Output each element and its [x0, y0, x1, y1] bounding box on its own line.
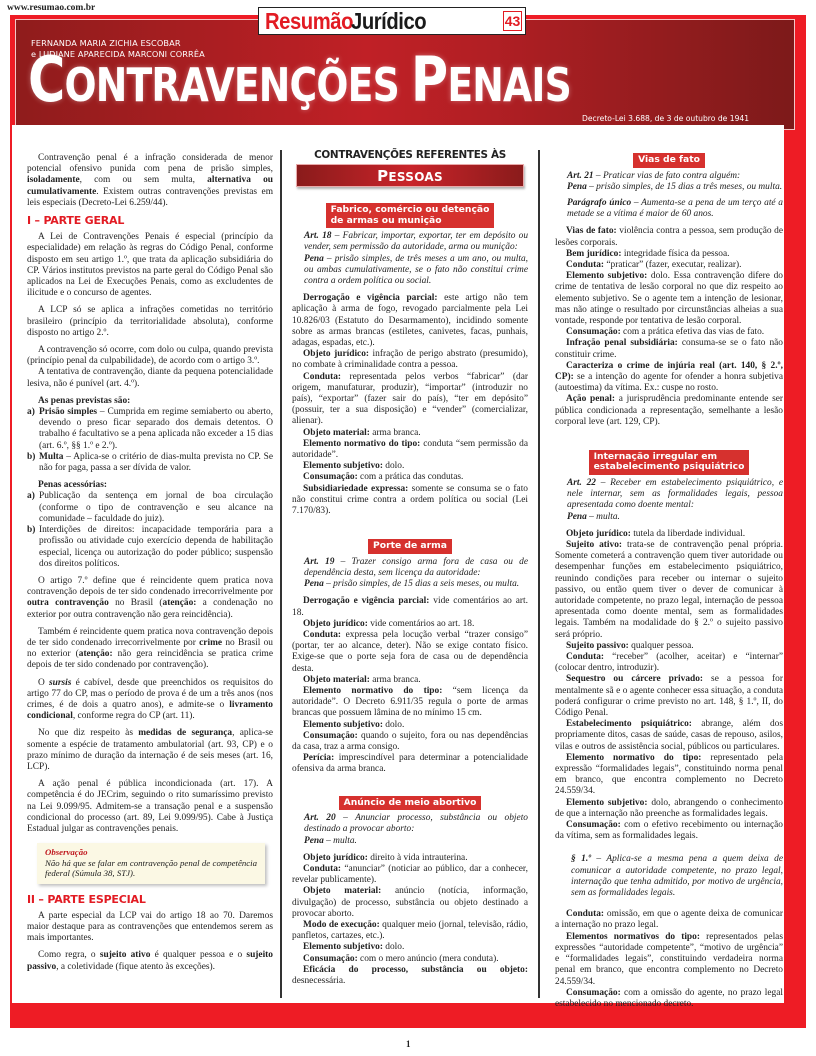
- definition-item: [555, 932, 783, 988]
- definition-term: Elementos normativos do tipo:: [566, 931, 700, 942]
- definition-text: consuma-se se o fato não constituir crime.: [555, 338, 783, 360]
- definition-item: [292, 720, 528, 731]
- definition-text: anúncio (notícia, informação, divulgação) de processo, substância ou objeto destinado a provocar aborto.: [292, 886, 528, 919]
- definition-text: representados pelas expressões “autoridade competente”, “motivo de urgência” e “formalidades legais”, constituindo verdadeira norma penal em branco, que encontra complemento no Decreto 24.559/34.: [555, 931, 783, 987]
- observation-text: Não há que se falar em contravenção penal de competência federal (Súmula 38, STJ).: [45, 857, 257, 879]
- definition-item: [292, 942, 528, 953]
- definition-text: abrange, além dos propriamente ditos, casas de saúde, casas de repouso, asilos, vilas e outros de assistência social, públicos ou particulares.: [555, 719, 783, 752]
- article-20-definitions: [292, 853, 528, 987]
- brand-name-black: Jurídico: [351, 7, 427, 34]
- article-tag-wrap: [292, 539, 528, 554]
- article-paragraph: § 1.º – Aplica-se a mesma pena a quem deixa de comunicar a autoridade competente, no prazo legal, internação que tenha admitido, por motivo de urgência, sem as formalidades legais.: [571, 854, 784, 899]
- definition-text: arma branca.: [369, 674, 421, 685]
- definition-text: este artigo não tem aplicação à arma de fogo, revogado parcialmente pela Lei 10.826/03 (Estatuto do Desarmamento), incidindo somente sobre as armas brancas (estiletes, canivetes, facas, punhais, adagas, espadas, etc.).: [292, 293, 528, 349]
- definition-text: omissão, em que o agente deixa de comunicar a internação no prazo legal.: [555, 909, 783, 931]
- definition-item: [292, 596, 528, 618]
- article-18-definitions: [292, 293, 528, 517]
- definition-text: arma branca.: [369, 427, 421, 438]
- paragraph: A ação penal é pública incondicionada (art. 17). A competência é do JECrim, seguindo o rito sumaríssimo previsto na Lei 9.099/95. Admitem-se a transação penal e a suspensão condicional do processo (art. 89, Lei 9.099/95). Cabe à Justiça Estadual julgar as contravenções penais.: [27, 779, 273, 834]
- definition-text: integridade física da pessoa.: [621, 248, 730, 259]
- definition-item: [292, 630, 528, 675]
- definition-term: Conduta:: [566, 652, 605, 663]
- paragraph: O sursis é cabível, desde que preenchidos os requisitos do artigo 77 do CP, mas o período de prova é de um a três anos (nos crimes, é de dois a quatro anos), e admite-se o livramento condicional, conforme regra do CP (art. 11).: [27, 677, 273, 722]
- definition-item: [555, 271, 783, 327]
- definition-text: desnecessária.: [292, 975, 346, 986]
- definition-term: Consumação:: [303, 730, 358, 741]
- definition-text: somente se consuma se o fato não constitui crime contra a ordem política ou social (Lei 7.170/83).: [292, 483, 528, 517]
- definition-item: [292, 886, 528, 920]
- definition-item: [292, 853, 528, 864]
- definition-item: [555, 361, 783, 395]
- definition-text: dolo.: [382, 719, 405, 730]
- issue-number: 43: [504, 13, 521, 29]
- definition-item: [555, 641, 783, 652]
- definition-item: [555, 674, 783, 719]
- definition-term: Infração penal subsidiária:: [566, 338, 678, 349]
- brand-logo: [258, 7, 526, 35]
- column-divider: [538, 150, 540, 998]
- definition-term: Vias de fato:: [566, 226, 617, 237]
- article-text: Art. 21 – Praticar vias de fato contra alguém: Pena – prisão simples, de 15 dias a três meses, ou multa. Parágrafo único – Aumenta-se a pena de um terço até a metade se a vítima é maior de 60 anos.: [567, 170, 783, 220]
- definition-item: [292, 428, 528, 439]
- article-text: Art. 22 – Receber em estabelecimento psiquiátrico, e nele internar, sem as formalidades legais, pessoa apresentada como doente mental: Pena – multa.: [567, 477, 783, 522]
- subheading: Penas acessórias:: [38, 480, 107, 491]
- definition-text: com o efetivo recebimento ou internação da vítima, sem as formalidades legais.: [555, 820, 783, 842]
- column-divider: [280, 150, 282, 998]
- article-tag: Vias de fato: [633, 153, 705, 168]
- definition-item: [292, 472, 528, 483]
- definition-text: representada pelos verbos “fabricar” (dar origem, manufaturar, produzir), “importar” (introduzir no país), “exportar” (fazer sair do país), “ter em depósito” (possuir, ter a sua disposição) e “vender” (comercializar, alienar).: [292, 371, 528, 427]
- definition-text: “praticar” (fazer, executar, realizar).: [604, 259, 742, 270]
- section-heading: II – PARTE ESPECIAL: [27, 892, 146, 906]
- paragraph: A parte especial da LCP vai do artigo 18 ao 70. Daremos maior destaque para as contravenções que entendemos serem as mais importantes.: [27, 910, 273, 944]
- definition-text: imprescindível para determinar a potencialidade ofensiva da arma branca.: [292, 753, 528, 775]
- decree-subtitle: Decreto-Lei 3.688, de 3 de outubro de 1941: [582, 114, 750, 123]
- definition-item: [555, 327, 783, 338]
- definition-item: [292, 372, 528, 428]
- definition-term: Elemento subjetivo:: [303, 942, 383, 953]
- definition-item: [555, 798, 783, 820]
- paragraph: A contravenção só ocorre, com dolo ou culpa, quando prevista (princípio penal da culpabilidade), de acordo com o artigo 3.º.: [27, 345, 273, 367]
- article-22-definitions: [555, 529, 783, 843]
- paragraph: Também é reincidente quem pratica nova contravenção depois de ter sido condenado irrecorrivelmente por crime no Brasil ou no exterior (atenção: não gera reincidência se pratica crime depois de ter sido condenado por contravenção).: [27, 626, 273, 671]
- definition-item: [292, 439, 528, 461]
- article-text: Art. 18 – Fabricar, importar, exportar, ter em depósito ou vender, sem permissão da autoridade, arma ou munição: Pena – prisão simples, de três meses a um ano, ou multa, ou ambas cumulativamente, se o fato não constitui crime contra a ordem política ou social.: [304, 231, 529, 287]
- definition-text: com o mero anúncio (mera conduta).: [357, 953, 499, 964]
- column-3: [555, 150, 783, 1010]
- category-heading: CONTRAVENÇÕES REFERENTES ÀS: [314, 149, 506, 161]
- definition-item: [555, 249, 783, 260]
- definition-term: Eficácia do processo, substância ou objeto:: [303, 964, 528, 975]
- definition-text: “anunciar” (noticiar ao público, dar a conhecer, revelar publicamente).: [292, 863, 528, 886]
- definition-term: Perícia:: [303, 753, 335, 764]
- observation-title: Observação: [45, 847, 88, 858]
- definition-term: Elemento normativo do tipo:: [303, 686, 443, 697]
- definition-term: Subsidiariedade expressa:: [303, 483, 409, 494]
- article-tag: Fabrico, comércio ou detenção de armas ou munição: [326, 203, 495, 228]
- definition-text: qualquer meio (jornal, televisão, rádio, panfletos, cartazes, etc.).: [292, 919, 528, 942]
- definition-term: Sequestro ou cárcere privado:: [566, 674, 704, 685]
- definition-term: Objeto jurídico:: [303, 618, 368, 629]
- author-line: FERNANDA MARIA ZICHIA ESCOBAR: [31, 38, 181, 48]
- article-21-definitions: [555, 226, 783, 428]
- page-number: 1: [406, 1039, 411, 1049]
- definition-term: Objeto material:: [303, 886, 382, 897]
- definition-item: [292, 731, 528, 753]
- definition-item: [555, 394, 783, 428]
- definition-term: Objeto material:: [303, 674, 370, 685]
- definition-text: dolo.: [382, 461, 405, 472]
- title-initial: C: [28, 43, 65, 116]
- article-22-paragraph-definitions: [555, 909, 783, 1010]
- definition-item: [292, 965, 528, 987]
- article-tag: Porte de arma: [368, 539, 452, 554]
- list-item: a) Publicação da sentença em jornal de boa circulação (conforme o tipo de contravenção e seu alcance na comunidade – faculdade do juiz).: [27, 491, 273, 524]
- definition-text: vide comentários ao art. 18.: [292, 596, 528, 618]
- definition-item: [555, 652, 783, 674]
- definition-term: Objeto jurídico:: [303, 852, 368, 863]
- paragraph: O artigo 7.º define que é reincidente quem pratica nova contravenção depois de ter sido condenado irrecorrivelmente por outra contravenção no Brasil (atenção: a condenação no exterior por outra contravenção não gera reincidência).: [27, 575, 273, 620]
- definition-term: Estabelecimento psiquiátrico:: [566, 719, 692, 730]
- definition-term: Elemento normativo do tipo:: [566, 752, 702, 763]
- definition-text: se a pessoa for mentalmente sã e o agente conhecer essa situação, a conduta poderá configurar o crime previsto no art. 148, § 1.º, II, do Código Penal.: [555, 674, 783, 719]
- observation-box: [37, 843, 265, 884]
- subheading: As penas previstas são:: [38, 395, 131, 406]
- definition-text: dolo, abrangendo o conhecimento de que a internação não preenche as formalidades legais.: [555, 797, 783, 819]
- definition-term: Objeto material:: [303, 427, 370, 438]
- definition-item: [555, 529, 783, 540]
- definition-term: Bem jurídico:: [566, 248, 622, 259]
- definition-term: Conduta:: [303, 371, 342, 382]
- definition-term: Ação penal:: [566, 394, 616, 405]
- site-url: www.resumao.com.br: [7, 3, 96, 13]
- definition-item: [555, 226, 783, 248]
- definition-term: Sujeito ativo:: [566, 539, 623, 550]
- definition-term: Derrogação e vigência parcial:: [303, 596, 430, 607]
- definition-text: direito à vida intrauterina.: [367, 852, 468, 863]
- article-tag-wrap: [292, 796, 528, 811]
- definition-text: dolo. Essa contravenção difere do crime de tentativa de lesão corporal no que diz respeito ao elemento subjetivo. Se o agente tem a intenção de lesionar, mas não atinge o resultado por circunstâncias alheias a sua vontade, responde por tentativa de lesão corporal.: [555, 271, 783, 326]
- article-19-definitions: [292, 596, 528, 775]
- definition-term: Elemento subjetivo:: [303, 719, 383, 730]
- definition-term: Derrogação e vigência parcial:: [303, 293, 438, 304]
- definition-item: [555, 719, 783, 753]
- article-text: Art. 19 – Trazer consigo arma fora de casa ou de dependência desta, sem licença da autoridade: Pena – prisão simples, de 15 dias a seis meses, ou multa.: [304, 556, 528, 590]
- definition-text: a jurisprudência predominante entende ser pública condicionada a representação, semelhante a lesão corporal leve (art. 129, CP).: [555, 394, 783, 427]
- definition-item: [292, 686, 528, 720]
- paragraph: A LCP só se aplica a infrações cometidas no território brasileiro (princípio da territorialidade absoluta), conforme disposto no artigo 2.º.: [27, 305, 273, 338]
- brand-name-red: Resumão: [265, 7, 354, 34]
- definition-item: [555, 260, 783, 271]
- definition-text: quando o sujeito, fora ou nas dependências da casa, traz a arma consigo.: [292, 730, 528, 753]
- paragraph: No que diz respeito às medidas de segurança, aplica-se somente a espécie de tratamento ambulatorial (art. 93, CP) e o prazo mínimo de duração da internação é de seis meses (art. 16, LCP).: [27, 728, 274, 772]
- definition-text: trata-se de contravenção penal própria. Somente cometerá a contravenção quem tiver autoridade ou desempenhar funções em estabelecimento psiquiátrico, reunindo condições para receber ou internar o sujeito passivo, ou então quem tiver o dever de comunicar à autoridade competente, no prazo legal, internação de pessoa apresentada como doente mental, sem as formalidades legais. Também na modalidade do § 2.º o sujeito passivo será próprio.: [555, 539, 783, 640]
- column-1: [27, 153, 273, 979]
- article-text: Art. 20 – Anunciar processo, substância ou objeto destinado a provocar aborto: Pena – multa.: [304, 813, 528, 846]
- definition-term: Elemento subjetivo:: [303, 461, 383, 472]
- definition-item: [292, 675, 528, 686]
- definition-item: [292, 293, 528, 349]
- definition-term: Consumação:: [566, 327, 621, 338]
- definition-term: Objeto jurídico:: [303, 349, 370, 360]
- definition-item: [292, 484, 528, 518]
- definition-text: se a intenção do agente for ofender a honra subjetiva (autoestima) da vítima. Ex.: cuspe no rosto.: [555, 371, 783, 394]
- column-2: [292, 150, 528, 987]
- definition-term: Sujeito passivo:: [566, 640, 629, 651]
- definition-item: [292, 920, 528, 942]
- definition-text: vide comentários ao art. 18.: [367, 618, 475, 629]
- article-tag: Anúncio de meio abortivo: [339, 796, 482, 811]
- definition-term: Consumação:: [303, 953, 358, 964]
- list-item: b) Interdições de direitos: incapacidade temporária para a profissão ou atividade cujo exercício dependa de habilitação especial, licença ou autorização do poder público; suspensão dos direitos políticos.: [27, 525, 273, 569]
- definition-text: dolo.: [382, 942, 405, 953]
- article-tag-wrap: [555, 153, 783, 168]
- title-word: ONTRAVENÇÕES: [64, 58, 399, 112]
- definition-term: Consumação:: [303, 472, 358, 483]
- definition-item: [555, 753, 783, 798]
- definition-term: Conduta:: [303, 863, 342, 874]
- definition-item: [292, 461, 528, 472]
- definition-text: “receber” (acolher, aceitar) e “internar” (colocar dentro, introduzir).: [555, 652, 783, 674]
- definition-item: [555, 909, 783, 931]
- definition-item: [555, 338, 783, 360]
- list-item: a) Prisão simples – Cumprida em regime semiaberto ou aberto, devendo o preso ficar separado dos demais detentos. O trabalho é facultativo se a pena aplicada não exceder a 15 dias (art. 6.º, §§ 1.º e 2.º).: [27, 407, 273, 451]
- definition-text: com a prática efetiva das vias de fato.: [620, 327, 765, 338]
- section-heading: I – PARTE GERAL: [27, 214, 125, 228]
- definition-item: [292, 864, 528, 886]
- definition-term: Modo de execução:: [303, 919, 380, 930]
- definition-item: [555, 988, 783, 1010]
- definition-text: representado pela expressão “formalidades legais”, constituindo norma penal em branco, que encontra complemento no Decreto 24.559/34.: [555, 752, 783, 797]
- definition-term: Conduta:: [566, 909, 605, 920]
- definition-term: Elemento subjetivo:: [566, 271, 648, 282]
- definition-item: [292, 619, 528, 630]
- definition-text: tutela da liberdade individual.: [630, 528, 746, 539]
- definition-text: expressa pela locução verbal “trazer consigo” (portar, ter ao alcance, deter). Não se exige contato físico. Exige-se que o porte seja fora de casa ou de dependência desta.: [292, 630, 528, 674]
- definition-text: violência contra a pessoa, sem produção de lesões corporais.: [555, 226, 783, 248]
- definition-term: Conduta:: [566, 259, 605, 270]
- definition-term: Caracteriza o crime de injúria real (art. 140, § 2.º, CP):: [555, 360, 783, 382]
- definition-text: com a omissão do agente, no prazo legal estabelecido no mencionado decreto.: [555, 987, 783, 1009]
- definition-text: “sem licença da autoridade”. O Decreto 6.911/35 regula o porte de armas brancas que possuem lâmina de no mínimo 15 cm.: [292, 686, 529, 719]
- list-item: b) Multa – Aplica-se o critério de dias-multa prevista no CP. Se não for paga, passa a ser dívida de valor.: [27, 451, 273, 474]
- definition-term: Conduta:: [303, 630, 342, 640]
- definition-item: [555, 820, 783, 842]
- definition-term: Elemento subjetivo:: [566, 797, 648, 808]
- article-tag: Internação irregular em estabelecimento psiquiátrico: [589, 450, 750, 475]
- definition-text: infração de perigo abstrato (presumido), no combate à criminalidade contra a pessoa.: [292, 349, 528, 371]
- definition-item: [292, 753, 528, 775]
- definition-text: com a prática das condutas.: [357, 472, 464, 483]
- definition-item: [292, 349, 528, 371]
- definition-term: Consumação:: [566, 987, 621, 998]
- category-banner: PESSOAS: [296, 164, 524, 187]
- definition-term: Elemento normativo do tipo:: [303, 438, 421, 449]
- paragraph: A tentativa de contravenção, diante da pequena potencialidade lesiva, não é punível (art. 4.º).: [27, 367, 273, 389]
- title-word: ENAIS: [447, 58, 571, 112]
- definition-text: qualquer pessoa.: [628, 640, 694, 651]
- paragraph: A Lei de Contravenções Penais é especial (princípio da especialidade) em relação às regras do Código Penal, conforme disposto em seu artigo 1.º, que trata da aplicação subsidiária do CP. Vários institutos previstos na parte geral do Código Penal são aplicados na Lei de Execuções Penais, como as excludentes de ilicitude e o concurso de agentes.: [27, 232, 273, 299]
- definition-term: Consumação:: [566, 820, 621, 831]
- definition-term: Objeto jurídico:: [566, 528, 631, 539]
- article-tag-wrap: [292, 203, 528, 228]
- definition-text: conduta “sem permissão da autoridade”.: [292, 438, 528, 461]
- title-initial: P: [410, 43, 448, 116]
- paragraph: Como regra, o sujeito ativo é qualquer pessoa e o sujeito passivo, a coletividade (fique atento às exceções).: [27, 950, 273, 972]
- definition-item: [292, 954, 528, 965]
- author-line: e LUDJANE APARECIDA MARCONI CORRÊA: [31, 48, 205, 59]
- definition-item: [555, 540, 783, 641]
- intro-paragraph: Contravenção penal é a infração considerada de menor potencial ofensivo punida com pena de prisão simples, isoladamente, com ou sem multa, alternativa ou cumulativamente. Existem outras contravenções previstas em leis especiais (Decreto-Lei 6.259/44).: [27, 153, 273, 208]
- article-tag-wrap: [555, 450, 783, 475]
